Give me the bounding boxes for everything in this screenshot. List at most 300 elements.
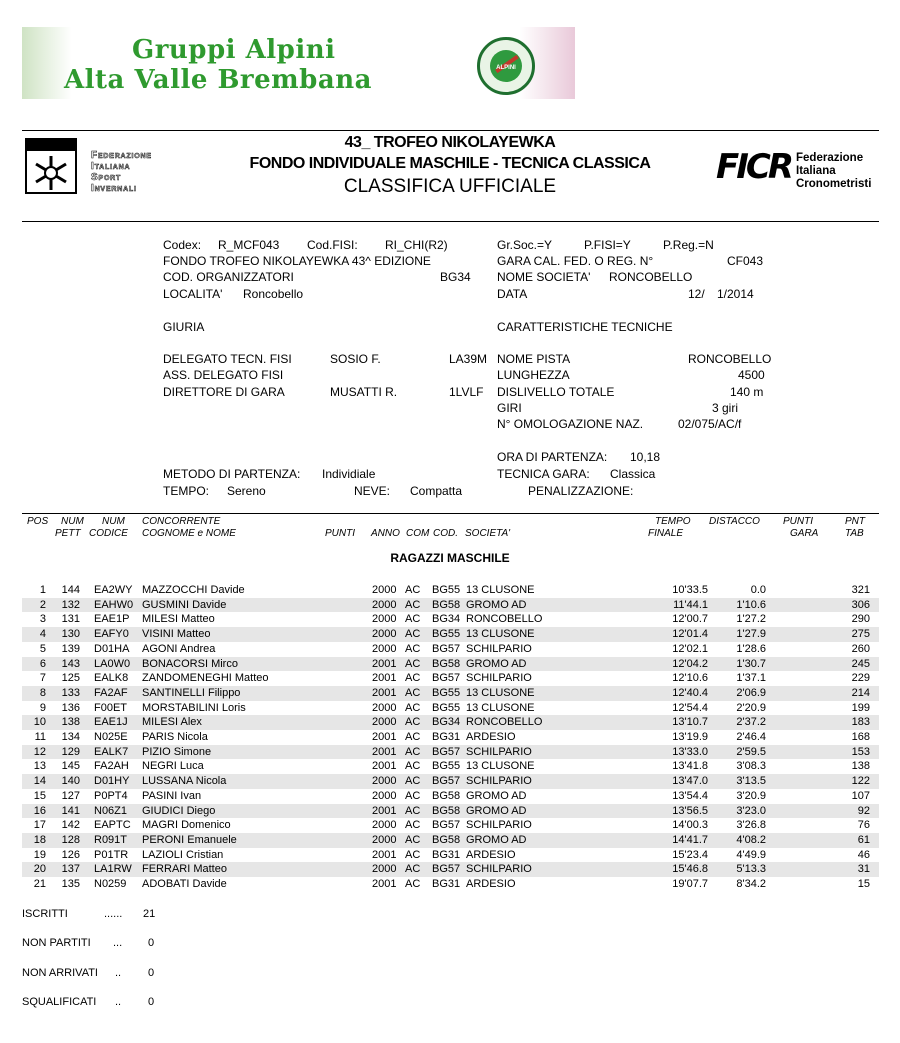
cell-name: AGONI Andrea (142, 642, 216, 655)
table-row (22, 877, 879, 892)
cell-name: MAGRI Domenico (142, 819, 231, 832)
cell-anno: 2001 (372, 657, 397, 670)
cell-cod: BG57 (432, 863, 461, 876)
cell-com: AC (405, 878, 421, 890)
neve-value: Compatta (410, 484, 463, 498)
gara-cal-label: GARA CAL. FED. O REG. N° (497, 254, 654, 268)
cell-anno: 2000 (372, 598, 397, 611)
cell-codice: R091T (94, 833, 128, 846)
cell-anno: 2000 (372, 701, 397, 714)
codex-value: R_MCF043 (218, 238, 280, 252)
cell-pnt: 138 (851, 760, 870, 773)
cell-societa: ARDESIO (466, 878, 516, 890)
cell-distacco: 1'27.9 (736, 628, 766, 641)
cell-pos: 12 (33, 745, 46, 758)
cell-pett: 134 (61, 731, 80, 743)
iscritti-dots: ...... (104, 908, 123, 920)
cell-tempo: 12'02.1 (672, 642, 708, 655)
table-row (22, 818, 879, 833)
cell-distacco: 2'37.2 (736, 716, 766, 729)
cell-name: ADOBATI Davide (142, 878, 227, 890)
non-partiti-dots: ... (113, 937, 123, 949)
cell-cod: BG57 (432, 775, 461, 788)
caratteristiche-heading: CARATTERISTICHE TECNICHE (497, 320, 673, 334)
cell-pnt: 46 (857, 848, 870, 861)
cell-pnt: 306 (851, 598, 870, 611)
gara-cal-value: CF043 (727, 254, 764, 268)
fondo-name: FONDO TROFEO NIKOLAYEWKA 43^ EDIZIONE (163, 254, 431, 268)
header-num1: NUM (61, 516, 84, 527)
table-row (22, 686, 879, 701)
table-row (22, 862, 879, 877)
cell-com: AC (405, 863, 421, 876)
top-divider (22, 130, 879, 131)
table-row (22, 745, 879, 760)
codfisi-label: Cod.FISI: (307, 238, 358, 252)
cell-pos: 2 (39, 598, 46, 611)
cell-pnt: 122 (851, 775, 870, 788)
banner (22, 27, 575, 99)
cell-pnt: 321 (851, 584, 870, 596)
cell-distacco: 4'49.9 (736, 848, 766, 861)
cell-com: AC (405, 672, 421, 685)
cell-pnt: 31 (857, 863, 870, 876)
cell-distacco: 3'08.3 (736, 760, 766, 773)
cell-cod: BG55 (432, 584, 461, 596)
table-row (22, 715, 879, 730)
cell-name: PASINI Ivan (142, 789, 202, 802)
iscritti-label: ISCRITTI (22, 908, 68, 920)
neve-label: NEVE: (354, 484, 391, 498)
cell-com: AC (405, 804, 421, 817)
cell-com: AC (405, 657, 421, 670)
nome-soc-value: RONCOBELLO (609, 270, 693, 284)
cell-codice: LA1RW (94, 863, 132, 876)
cell-pnt: 290 (851, 613, 870, 626)
cell-codice: EALK8 (94, 672, 129, 685)
cell-com: AC (405, 642, 421, 655)
cell-name: PERONI Emanuele (142, 833, 237, 846)
cell-anno: 2000 (372, 819, 397, 832)
cell-societa: SCHILPARIO (466, 775, 532, 788)
banner-title-line1: Gruppi Alpini (132, 35, 336, 65)
giri-value: 3 giri (712, 401, 739, 415)
nome-pista-value: RONCOBELLO (688, 352, 772, 366)
non-arrivati-dots: .. (115, 967, 122, 979)
ficr-line-2: Italiana (796, 165, 836, 177)
cell-pett: 137 (61, 863, 80, 876)
tecnica-value: Classica (610, 467, 656, 481)
cell-cod: BG57 (432, 745, 461, 758)
cell-pett: 129 (61, 745, 80, 758)
iscritti-value: 21 (143, 908, 156, 920)
cell-pos: 8 (39, 686, 46, 699)
cell-societa: GROMO AD (466, 789, 527, 802)
squalificati-label: SQUALIFICATI (22, 996, 97, 1008)
cell-societa: ARDESIO (466, 731, 516, 743)
cell-tempo: 13'47.0 (672, 775, 708, 788)
cell-societa: RONCOBELLO (466, 716, 543, 729)
cell-codice: N025E (94, 731, 128, 743)
giuria-heading: GIURIA (163, 320, 205, 334)
cell-com: AC (405, 716, 421, 729)
cell-pett: 136 (61, 701, 80, 714)
cell-name: MORSTABILINI Loris (142, 701, 246, 714)
cell-codice: N06Z1 (94, 804, 128, 817)
cell-societa: SCHILPARIO (466, 863, 532, 876)
table-row (22, 671, 879, 686)
cell-cod: BG31 (432, 848, 461, 861)
metodo-label: METODO DI PARTENZA: (163, 467, 301, 481)
fisi-line-1: Federazione (91, 150, 152, 161)
cell-name: PIZIO Simone (142, 745, 212, 758)
cell-cod: BG58 (432, 657, 461, 670)
cell-com: AC (405, 701, 421, 714)
cell-distacco: 1'37.1 (736, 672, 766, 685)
table-row (22, 774, 879, 789)
cell-codice: P0PT4 (94, 789, 128, 802)
cell-anno: 2000 (372, 833, 397, 846)
cell-distacco: 2'59.5 (736, 745, 766, 758)
non-partiti-label: NON PARTITI (22, 937, 91, 949)
cell-pnt: 153 (851, 745, 870, 758)
cell-societa: 13 CLUSONE (466, 628, 535, 641)
cell-pnt: 229 (851, 672, 870, 685)
cell-pett: 138 (61, 716, 80, 729)
header-cod: COD. (433, 528, 458, 539)
cell-societa: 13 CLUSONE (466, 584, 535, 596)
header-tab: TAB (845, 528, 864, 539)
localita-label: LOCALITA' (163, 287, 223, 301)
cell-tempo: 12'54.4 (672, 701, 708, 714)
cell-name: LAZIOLI Cristian (142, 848, 224, 861)
cell-pett: 131 (61, 613, 80, 626)
cell-cod: BG57 (432, 819, 461, 832)
cell-distacco: 2'06.9 (736, 686, 766, 699)
cell-pett: 142 (61, 819, 80, 832)
cell-pett: 132 (61, 598, 80, 611)
cell-com: AC (405, 775, 421, 788)
cell-anno: 2001 (372, 672, 397, 685)
cell-codice: EA2WY (94, 584, 133, 596)
cell-pnt: 260 (851, 642, 870, 655)
cell-cod: BG58 (432, 833, 461, 846)
table-row (22, 701, 879, 716)
table-row (22, 612, 879, 627)
cell-pos: 3 (39, 613, 46, 626)
nome-pista-label: NOME PISTA (497, 352, 571, 366)
cell-distacco: 1'27.2 (736, 613, 766, 626)
cell-anno: 2001 (372, 760, 397, 773)
cell-societa: GROMO AD (466, 833, 527, 846)
cell-pett: 133 (61, 686, 80, 699)
cell-anno: 2000 (372, 584, 397, 596)
cell-distacco: 8'34.2 (736, 878, 766, 890)
cell-codice: EALK7 (94, 745, 129, 758)
cell-name: GIUDICI Diego (142, 804, 216, 817)
giri-label: GIRI (497, 401, 522, 415)
header-divider (22, 221, 879, 222)
cell-codice: D01HY (94, 775, 130, 788)
table-top-divider (22, 513, 879, 514)
table-row (22, 657, 879, 672)
cell-name: BONACORSI Mirco (142, 657, 238, 670)
delegato-value: SOSIO F. (330, 352, 381, 366)
cell-pett: 130 (61, 628, 80, 641)
data-rest: 1/2014 (717, 287, 754, 301)
cell-pett: 126 (61, 848, 80, 861)
cell-anno: 2001 (372, 745, 397, 758)
cell-com: AC (405, 584, 421, 596)
cell-tempo: 13'33.0 (672, 745, 708, 758)
cell-cod: BG57 (432, 642, 461, 655)
cell-name: NEGRI Luca (142, 760, 204, 773)
cell-tempo: 12'00.7 (672, 613, 708, 626)
fisi-line-3: Sport (91, 172, 122, 183)
cell-pos: 5 (39, 642, 46, 655)
cell-societa: 13 CLUSONE (466, 701, 535, 714)
table-row (22, 598, 879, 613)
table-row (22, 804, 879, 819)
ficr-logo: FICR (716, 147, 792, 187)
header-anno: ANNO (371, 528, 400, 539)
cell-anno: 2001 (372, 686, 397, 699)
cell-distacco: 2'46.4 (736, 731, 766, 743)
cell-pnt: 245 (851, 657, 870, 670)
cell-societa: SCHILPARIO (466, 642, 532, 655)
cell-pnt: 275 (851, 628, 870, 641)
cell-distacco: 4'08.2 (736, 833, 766, 846)
preg: P.Reg.=N (663, 238, 714, 252)
ass-delegato-label: ASS. DELEGATO FISI (163, 368, 284, 382)
cell-codice: D01HA (94, 642, 130, 655)
cell-codice: N0259 (94, 878, 127, 890)
cod-org-value: BG34 (440, 270, 471, 284)
cell-cod: BG58 (432, 789, 461, 802)
squalificati-dots: .. (115, 996, 122, 1008)
cell-com: AC (405, 613, 421, 626)
cell-tempo: 13'41.8 (672, 760, 708, 773)
cell-com: AC (405, 731, 421, 743)
cell-tempo: 12'10.6 (672, 672, 708, 685)
fisi-line-4: Invernali (91, 183, 137, 194)
cell-com: AC (405, 848, 421, 861)
cell-anno: 2000 (372, 642, 397, 655)
cell-cod: BG34 (432, 716, 461, 729)
cell-pnt: 76 (857, 819, 870, 832)
cell-tempo: 13'54.4 (672, 789, 708, 802)
tecnica-label: TECNICA GARA: (497, 467, 590, 481)
cell-pett: 145 (61, 760, 80, 773)
cell-distacco: 1'10.6 (736, 598, 766, 611)
cell-anno: 2000 (372, 863, 397, 876)
cell-cod: BG34 (432, 613, 461, 626)
cell-pos: 11 (34, 731, 46, 743)
cell-distacco: 5'13.3 (736, 863, 766, 876)
direttore-value: MUSATTI R. (330, 385, 398, 399)
cell-anno: 2000 (372, 775, 397, 788)
header-tempo: TEMPO (655, 516, 691, 527)
header-pett: PETT (55, 528, 81, 539)
cell-com: AC (405, 833, 421, 846)
cell-pos: 7 (39, 672, 46, 685)
cell-pett: 143 (61, 657, 80, 670)
cell-tempo: 11'44.1 (673, 598, 708, 611)
cell-com: AC (405, 598, 421, 611)
data-day: 12/ (688, 287, 705, 301)
cell-codice: EAE1P (94, 613, 130, 626)
cell-anno: 2001 (372, 878, 397, 890)
cell-tempo: 10'33.5 (672, 584, 708, 596)
metodo-value: Individiale (322, 467, 376, 481)
cell-societa: SCHILPARIO (466, 745, 532, 758)
cell-pett: 125 (61, 672, 80, 685)
ficr-line-3: Cronometristi (796, 178, 872, 190)
cell-codice: EAHW0 (94, 598, 134, 611)
cell-societa: GROMO AD (466, 598, 527, 611)
ora-value: 10,18 (630, 450, 661, 464)
cell-com: AC (405, 819, 421, 832)
cell-tempo: 12'40.4 (672, 686, 708, 699)
cell-codice: EAE1J (94, 716, 128, 729)
data-label: DATA (497, 287, 528, 301)
header-pos: POS (27, 516, 49, 527)
header-pnt: PNT (845, 516, 865, 527)
header-finale: FINALE (648, 528, 684, 539)
cell-pett: 127 (61, 789, 80, 802)
nome-soc-label: NOME SOCIETA' (497, 270, 591, 284)
cell-anno: 2000 (372, 716, 397, 729)
cell-codice: LA0W0 (94, 657, 131, 670)
tempo-value: Sereno (227, 484, 266, 498)
grsoc: Gr.Soc.=Y (497, 238, 553, 252)
ora-label: ORA DI PARTENZA: (497, 450, 608, 464)
cell-name: GUSMINI Davide (142, 598, 227, 611)
cell-pett: 128 (61, 833, 80, 846)
cell-distacco: 1'28.6 (736, 642, 766, 655)
cell-societa: GROMO AD (466, 657, 527, 670)
cell-tempo: 15'23.4 (672, 848, 708, 861)
cell-codice: F00ET (94, 701, 128, 714)
cell-name: FERRARI Matteo (142, 863, 227, 876)
table-row (22, 759, 879, 774)
header-num2: NUM (102, 516, 125, 527)
cell-pnt: 168 (851, 731, 870, 743)
cell-societa: ARDESIO (466, 848, 516, 861)
cell-name: VISINI Matteo (142, 628, 211, 641)
cell-name: LUSSANA Nicola (142, 775, 227, 788)
dislivello-value: 140 m (730, 385, 764, 399)
cell-distacco: 2'20.9 (736, 701, 766, 714)
cell-anno: 2000 (372, 628, 397, 641)
header-punti: PUNTI (325, 528, 355, 539)
table-row (22, 583, 879, 598)
cell-pos: 10 (33, 716, 46, 729)
header-codice: CODICE (89, 528, 128, 539)
cell-cod: BG55 (432, 701, 461, 714)
cell-name: MILESI Matteo (142, 613, 215, 626)
ficr-line-1: Federazione (796, 152, 864, 164)
cell-codice: FA2AF (94, 686, 128, 699)
header-punti-gara: PUNTI (783, 516, 813, 527)
cell-pos: 17 (33, 819, 46, 832)
dislivello-label: DISLIVELLO TOTALE (497, 385, 615, 399)
squalificati-value: 0 (148, 996, 155, 1008)
header-com: COM (406, 528, 430, 539)
non-partiti-value: 0 (148, 937, 155, 949)
alpini-logo (477, 37, 535, 95)
cell-pett: 135 (61, 878, 80, 890)
codex-label: Codex: (163, 238, 202, 252)
cell-name: MAZZOCCHI Davide (142, 584, 245, 596)
alpini-logo-text: ALPINI (496, 65, 516, 71)
cell-societa: SCHILPARIO (466, 819, 532, 832)
non-arrivati-value: 0 (148, 967, 155, 979)
cell-pos: 9 (39, 701, 46, 714)
cell-pnt: 199 (851, 701, 870, 714)
cell-tempo: 14'41.7 (672, 833, 708, 846)
table-row (22, 642, 879, 657)
cell-pos: 14 (33, 775, 46, 788)
cell-pos: 6 (39, 657, 46, 670)
table-row (22, 730, 879, 745)
cell-pnt: 107 (851, 789, 870, 802)
table-row (22, 789, 879, 804)
cell-pnt: 15 (857, 878, 870, 890)
cell-tempo: 13'10.7 (672, 716, 708, 729)
cell-cod: BG58 (432, 598, 461, 611)
cell-cod: BG55 (432, 760, 461, 773)
cell-pnt: 214 (851, 686, 870, 699)
cell-anno: 2000 (372, 613, 397, 626)
event-subtitle: FONDO INDIVIDUALE MASCHILE - TECNICA CLASSICA (249, 155, 651, 172)
direttore-code: 1LVLF (449, 385, 484, 399)
cell-distacco: 3'23.0 (736, 804, 766, 817)
cell-pnt: 61 (857, 833, 870, 846)
codfisi-value: RI_CHI(R2) (385, 238, 448, 252)
cell-pnt: 92 (857, 804, 870, 817)
cell-pos: 13 (33, 760, 46, 773)
cell-societa: 13 CLUSONE (466, 760, 535, 773)
cell-com: AC (405, 789, 421, 802)
cell-name: SANTINELLI Filippo (142, 686, 241, 699)
cell-societa: SCHILPARIO (466, 672, 532, 685)
cell-pos: 20 (33, 863, 46, 876)
omologazione-value: 02/075/AC/f (678, 417, 742, 431)
cell-cod: BG55 (432, 686, 461, 699)
cell-cod: BG57 (432, 672, 461, 685)
cell-pos: 19 (33, 848, 46, 861)
tempo-label: TEMPO: (163, 484, 210, 498)
cell-com: AC (405, 628, 421, 641)
cell-com: AC (405, 745, 421, 758)
cell-cod: BG58 (432, 804, 461, 817)
event-title: 43_ TROFEO NIKOLAYEWKA (344, 134, 556, 151)
cell-tempo: 13'56.5 (672, 804, 708, 817)
cell-distacco: 1'30.7 (736, 657, 766, 670)
delegato-code: LA39M (449, 352, 488, 366)
delegato-label: DELEGATO TECN. FISI (163, 352, 292, 366)
omologazione-label: N° OMOLOGAZIONE NAZ. (497, 417, 644, 431)
cell-distacco: 0.0 (750, 584, 766, 596)
cell-pett: 139 (61, 642, 80, 655)
cell-codice: EAPTC (94, 819, 131, 832)
cell-name: MILESI Alex (142, 716, 202, 729)
cell-codice: EAFY0 (94, 628, 129, 641)
cell-distacco: 3'13.5 (736, 775, 766, 788)
cell-name: PARIS Nicola (142, 731, 208, 743)
cell-tempo: 19'07.7 (672, 878, 708, 890)
